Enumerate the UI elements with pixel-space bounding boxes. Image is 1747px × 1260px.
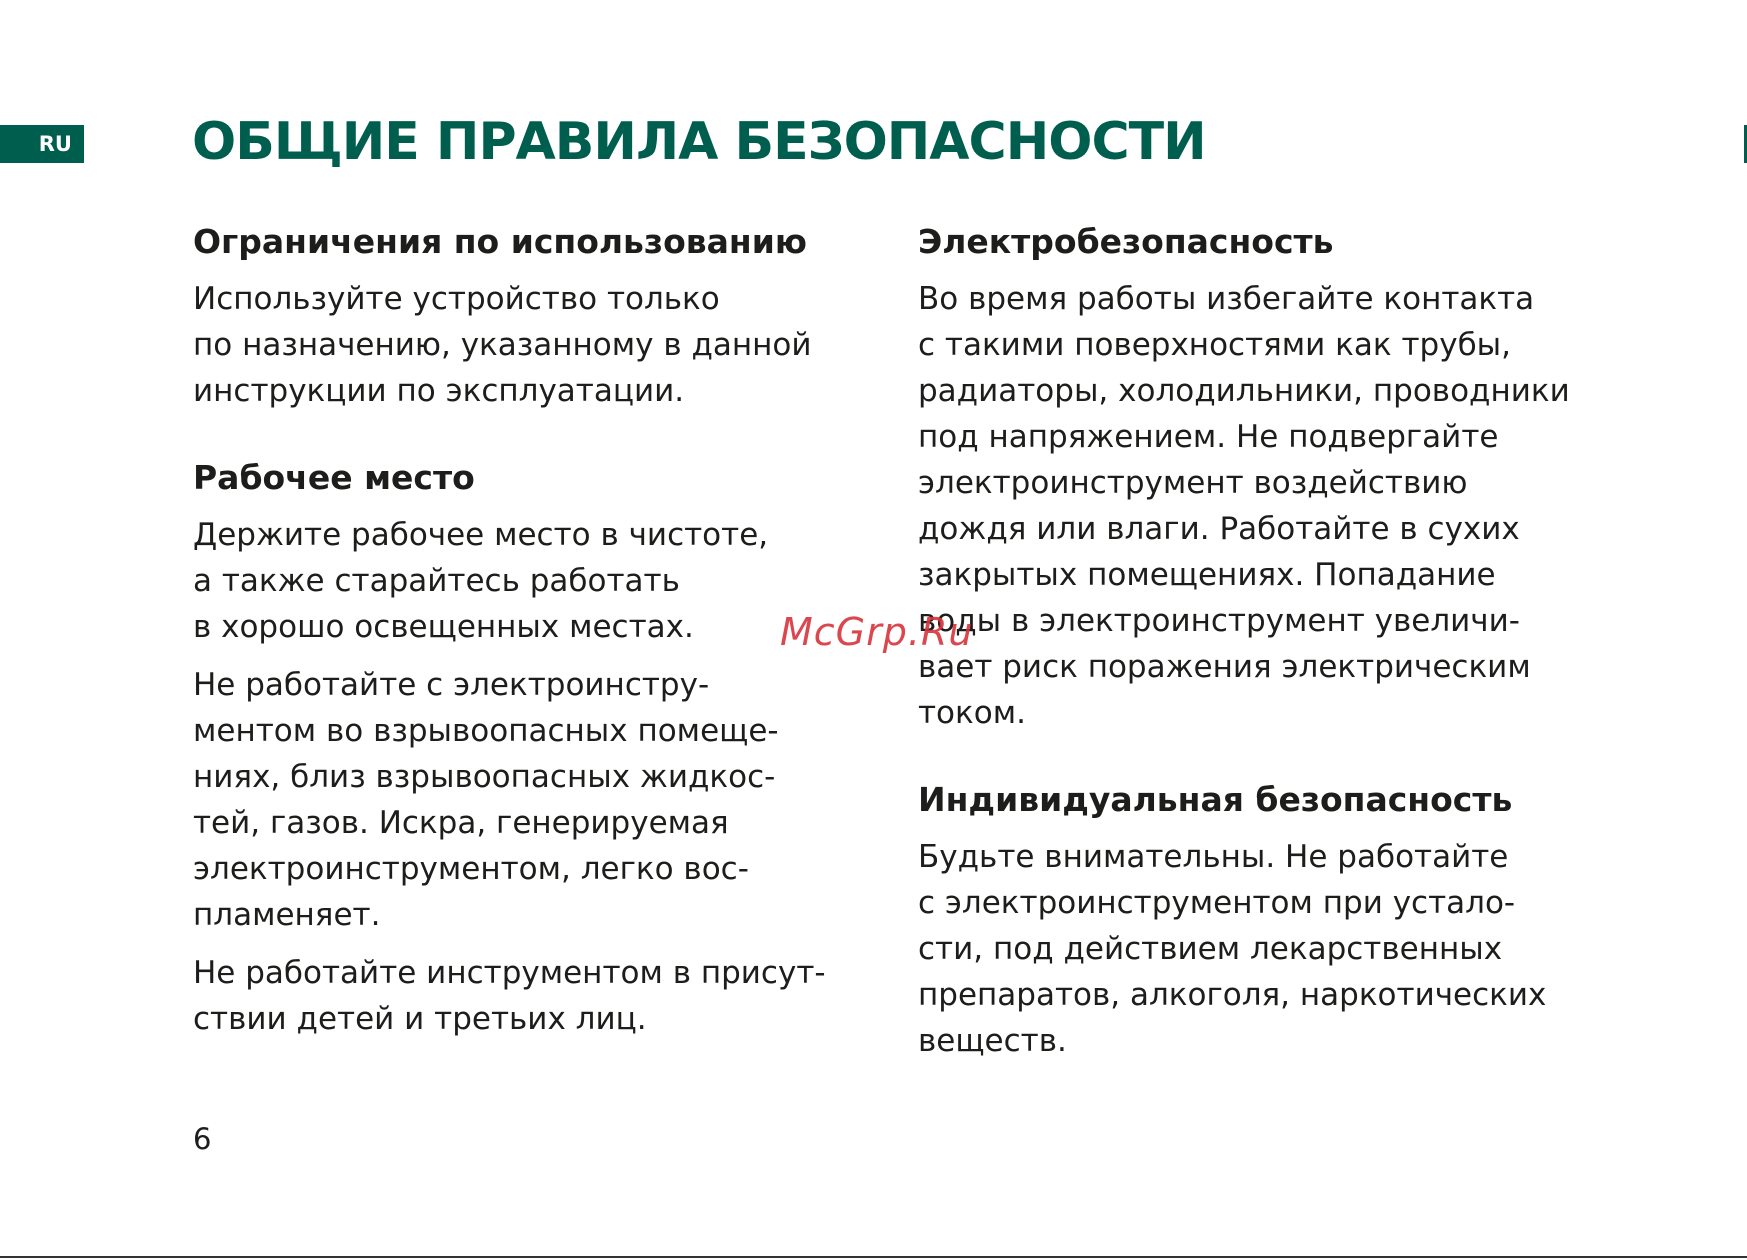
section-heading: Ограничения по использованию xyxy=(193,222,807,261)
page-title: ОБЩИЕ ПРАВИЛА БЕЗОПАСНОСТИ xyxy=(192,112,1206,172)
language-tab: RU xyxy=(0,125,84,163)
section-paragraph: Не работайте инструментом в присут- ствии детей и третьих лиц. xyxy=(193,955,826,1037)
section-electrical-safety xyxy=(918,220,1628,736)
section-paragraph: Держите рабочее место в чистоте, а также старайтесь работать в хорошо освещенных местах. xyxy=(193,517,769,645)
section-heading: Рабочее место xyxy=(193,458,475,497)
section-paragraph: Используйте устройство только по назначению, указанному в данной инструкции по эксплуатации. xyxy=(193,281,812,409)
section-workplace xyxy=(193,456,893,1042)
section-heading: Индивидуальная безопасность xyxy=(918,780,1513,819)
section-usage-restrictions xyxy=(193,220,893,414)
bottom-divider xyxy=(0,1256,1747,1258)
section-personal-safety xyxy=(918,778,1628,1064)
right-column xyxy=(918,220,1628,1064)
section-paragraph: Во время работы избегайте контакта с такими поверхностями как трубы, радиаторы, холодильники, проводники под напряжением. Не подвергайте электроинструмент воздействию дождя или влаги. Работайте в сухих закрытых помещениях. Попадание воды в электроинструмент увеличи- вает риск поражения электрическим током. xyxy=(918,281,1570,731)
section-paragraph: Не работайте с электроинстру- ментом во взрывоопасных помеще- ниях, близ взрывоопасных жидкос- тей, газов. Искра, генерируемая электроинструментом, легко вос- пламеняет. xyxy=(193,667,779,933)
watermark: McGrp.Ru xyxy=(780,610,974,654)
section-paragraph: Будьте внимательны. Не работайте с электроинструментом при устало- сти, под действием лекарственных препаратов, алкоголя, наркотических веществ. xyxy=(918,839,1547,1059)
section-heading: Электробезопасность xyxy=(918,222,1334,261)
page-number: 6 xyxy=(193,1122,212,1156)
